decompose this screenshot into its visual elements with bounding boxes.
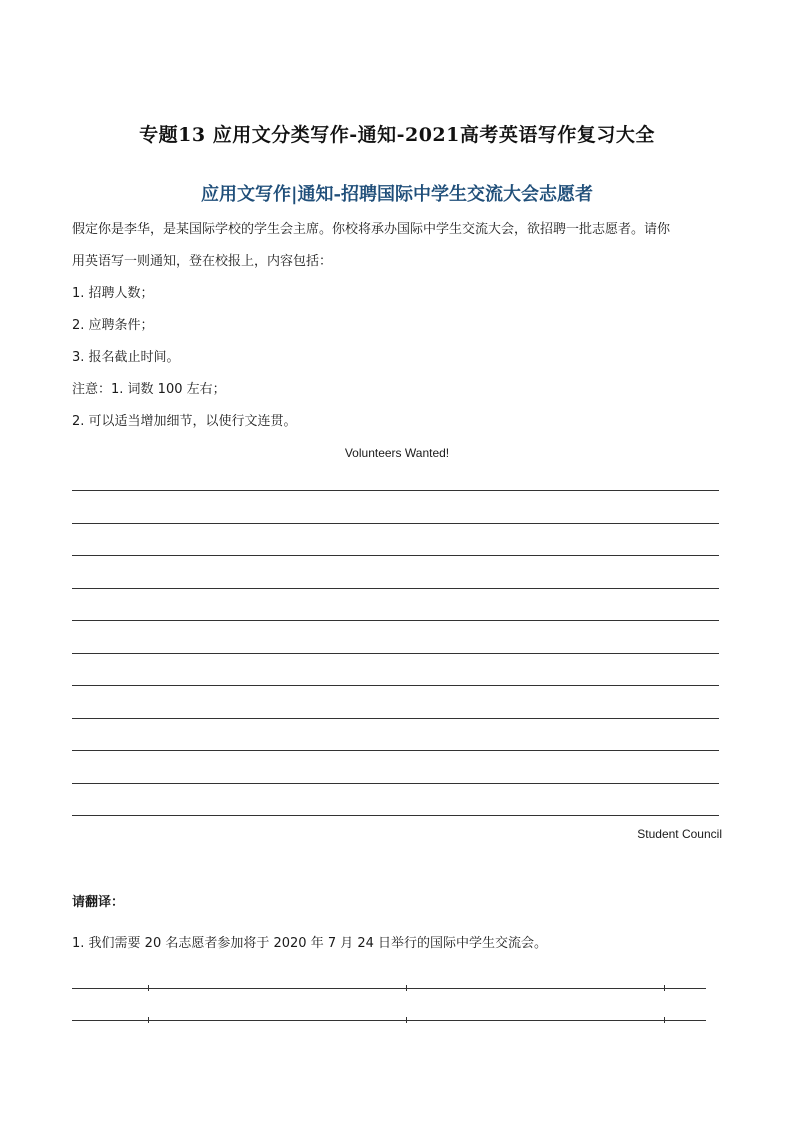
translation-label: 请翻译：	[72, 895, 125, 910]
line-tick	[148, 1017, 149, 1023]
line-tick	[406, 985, 407, 991]
page-title: 专题13 应用文分类写作-通知-2021高考英语写作复习大全	[139, 124, 655, 146]
translation-item-1: 1. 我们需要 20 名志愿者参加将于 2020 年 7 月 24 日举行的国际中学生交流会。	[72, 936, 548, 951]
writing-line[interactable]	[72, 750, 719, 751]
writing-line[interactable]	[72, 490, 719, 491]
writing-line[interactable]	[72, 653, 719, 654]
point-2: 2. 应聘条件；	[72, 318, 154, 333]
writing-line[interactable]	[72, 523, 719, 524]
line-tick	[664, 1017, 665, 1023]
note-line-1: 注意：1. 词数 100 左右；	[72, 382, 226, 397]
writing-heading: Volunteers Wanted!	[344, 446, 450, 460]
line-tick	[406, 1017, 407, 1023]
line-tick	[148, 985, 149, 991]
writing-line[interactable]	[72, 783, 719, 784]
note-line-2: 2. 可以适当增加细节，以使行文连贯。	[72, 414, 297, 429]
signature: Student Council	[637, 827, 722, 841]
answer-line[interactable]	[72, 988, 706, 989]
task-instructions	[72, 214, 722, 438]
writing-line[interactable]	[72, 685, 719, 686]
page-subtitle: 应用文写作|通知-招聘国际中学生交流大会志愿者	[200, 184, 594, 205]
writing-line[interactable]	[72, 588, 719, 589]
writing-line[interactable]	[72, 815, 719, 816]
writing-line[interactable]	[72, 620, 719, 621]
point-3: 3. 报名截止时间。	[72, 350, 180, 365]
intro-line-1: 假定你是李华，是某国际学校的学生会主席。你校将承办国际中学生交流大会，欲招聘一批志愿者。请你	[72, 222, 671, 237]
line-tick	[664, 985, 665, 991]
writing-line[interactable]	[72, 555, 719, 556]
answer-line[interactable]	[72, 1020, 706, 1021]
point-1: 1. 招聘人数；	[72, 286, 154, 301]
writing-line[interactable]	[72, 718, 719, 719]
intro-line-2: 用英语写一则通知，登在校报上，内容包括：	[72, 254, 333, 269]
